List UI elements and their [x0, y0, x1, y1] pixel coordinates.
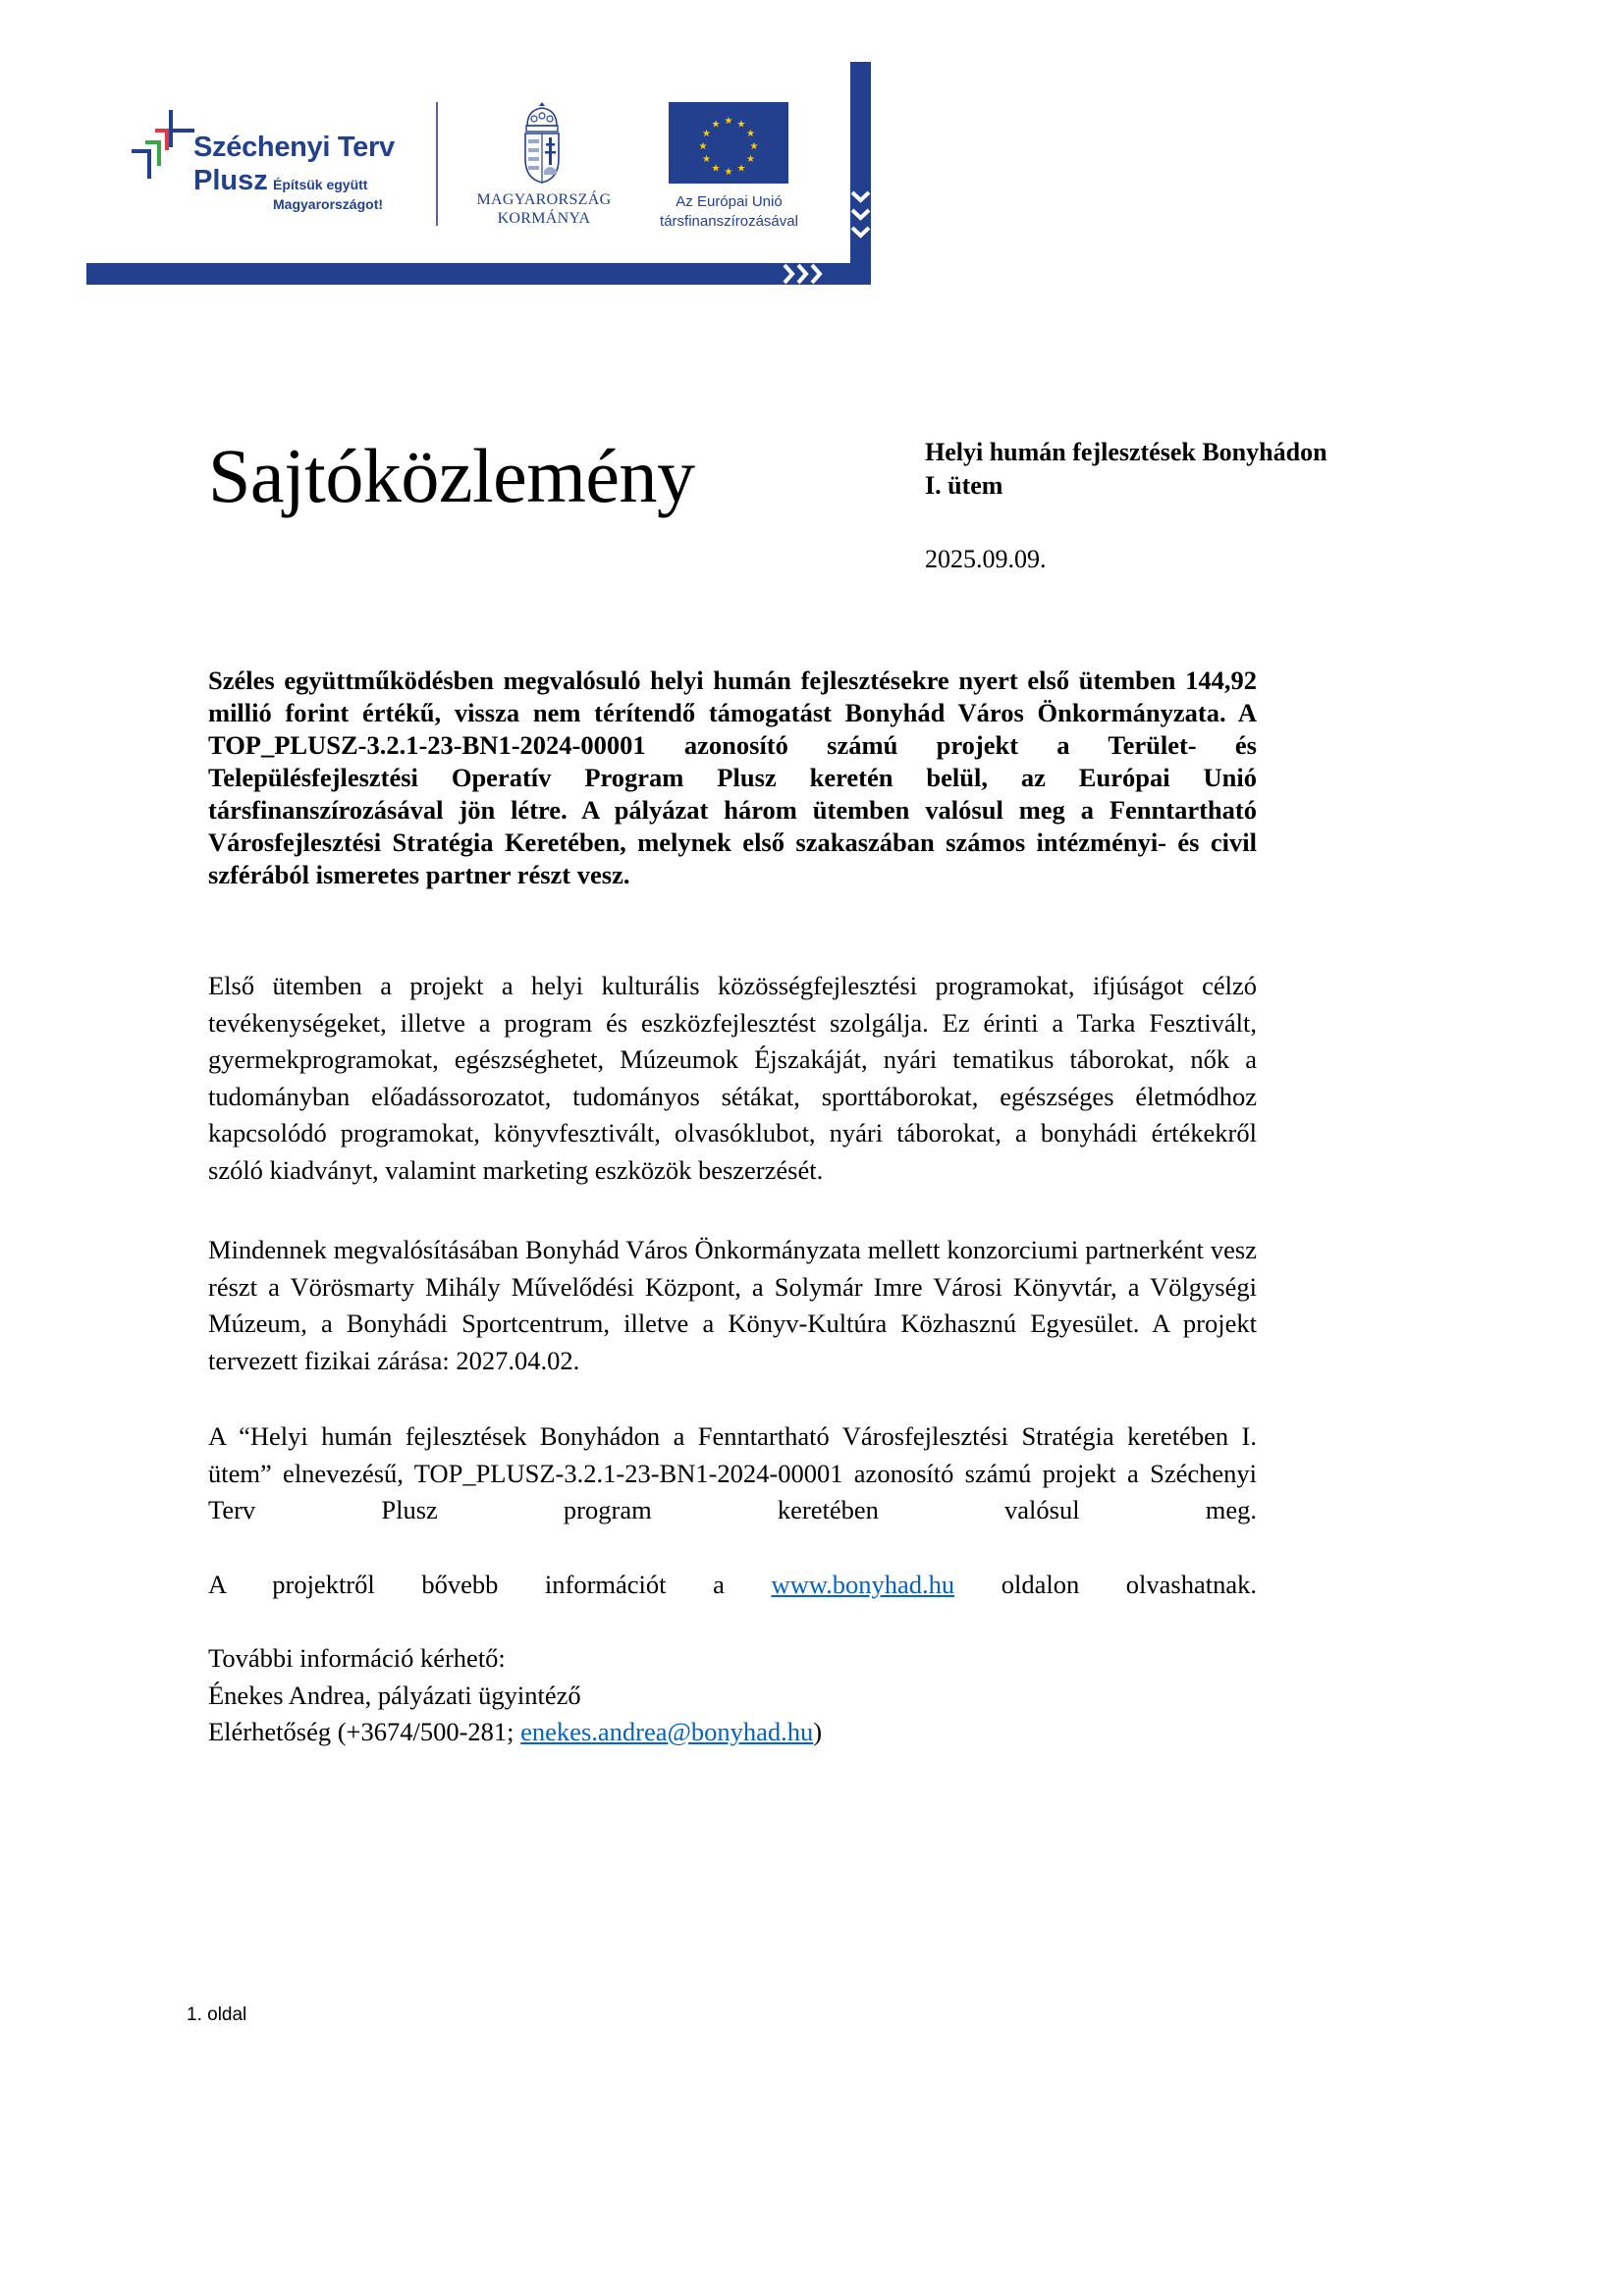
government-logo-text — [471, 190, 617, 228]
szechenyi-logo-title: Széchenyi Terv — [193, 132, 395, 163]
website-link[interactable]: www.bonyhad.hu — [771, 1570, 955, 1599]
svg-text:★: ★ — [746, 154, 755, 165]
svg-text:★: ★ — [749, 141, 759, 152]
subtitle-line-2: I. ütem — [925, 471, 1003, 500]
hungarian-coat-of-arms-icon — [521, 100, 563, 185]
svg-text:★: ★ — [746, 129, 755, 139]
contact-phone: Elérhetőség (+3674/500-281; — [208, 1717, 521, 1746]
body-paragraph-4 — [208, 1567, 1257, 1604]
eu-line-2: társfinanszírozásával — [660, 213, 798, 230]
document-date: 2025.09.09. — [925, 545, 1047, 573]
body-paragraph-2: Mindennek megvalósításában Bonyhád Város Önkormányzata mellett konzorciumi partnerként vesz részt a Vörösmarty Mihály Művelődési Központ, a Solymár Imre Városi Könyvtár, a Völgységi Múzeum, a Bonyhádi Sportcentrum, illetve a Könyv-Kultúra Közhasznú Egyesület. A projekt tervezett fizikai zárása: 2027.04.02. — [208, 1235, 1257, 1375]
contact-details — [208, 1714, 1257, 1751]
tagline-line-2: Magyarországot! — [273, 196, 384, 212]
contact-suffix: ) — [813, 1717, 823, 1746]
government-line-1: MAGYARORSZÁG — [476, 191, 612, 208]
svg-text:★: ★ — [711, 163, 721, 175]
contact-name: Énekes Andrea, pályázati ügyintéző — [208, 1680, 581, 1710]
svg-text:★: ★ — [736, 163, 746, 175]
eu-logo-text — [643, 192, 815, 232]
paragraph-4-text-after: oldalon olvashatnak. — [954, 1570, 1258, 1599]
szechenyi-cross-logo-icon — [128, 108, 196, 182]
svg-text:★: ★ — [702, 129, 711, 139]
subtitle-line-1: Helyi humán fejlesztések Bonyhádon — [925, 438, 1327, 466]
document-title: Sajtóközlemény — [208, 433, 695, 518]
szechenyi-logo-tagline — [273, 175, 401, 214]
body-paragraph-1: Első ütemben a projekt a helyi kulturális közösségfejlesztési programokat, ifjúságot célzó tevékenységeket, illetve a program és eszközfejlesztést szolgálja. Ez érinti a Tarka Fesztivált, gyermekprogramokat, egészséghetet, Múzeumok Éjszakáját, nyári tematikus táborokat, nők a tudományban előadássorozatot, tudományos sétákat, sporttáborokat, egészséges életmódhoz kapcsolódó programokat, könyvfesztivált, olvasóklubot, nyári táborokat, a bonyhádi értékekről szóló kiadványt, valamint marketing eszközök beszerzését. — [208, 971, 1257, 1185]
svg-text:★: ★ — [698, 141, 708, 152]
chevron-down-decoration-icon — [850, 187, 871, 255]
paragraph-4-text-before: A projektről bővebb információt a — [208, 1570, 772, 1599]
contact-email-link[interactable]: enekes.andrea@bonyhad.hu — [520, 1717, 814, 1746]
szechenyi-logo-plusz: Plusz — [193, 165, 268, 196]
svg-text:★: ★ — [736, 119, 746, 131]
page-number: 1. oldal — [187, 2004, 247, 2025]
eu-flag — [669, 102, 788, 184]
body-paragraph-3: A “Helyi humán fejlesztések Bonyhádon a Fenntartható Városfejlesztési Stratégia keretében I. ütem” elnevezésű, TOP_PLUSZ-3.2.1-23-BN1-2024-00001 azonosító számú projekt a Széchenyi Terv Plusz program keretében valósul meg. — [208, 1421, 1257, 1524]
logo-separator — [436, 102, 438, 226]
chevron-right-decoration-icon — [781, 263, 839, 285]
svg-text:★: ★ — [702, 154, 711, 165]
document-subtitle — [925, 436, 1435, 503]
contact-block — [208, 1640, 1257, 1751]
svg-text:★: ★ — [724, 116, 733, 127]
eu-stars-icon — [669, 102, 788, 184]
government-line-2: KORMÁNYA — [497, 210, 591, 227]
eu-line-1: Az Európai Unió — [676, 193, 783, 210]
svg-text:★: ★ — [711, 119, 721, 131]
svg-text:★: ★ — [724, 167, 733, 178]
lead-paragraph: Széles együttműködésben megvalósuló helyi humán fejlesztésekre nyert első ütemben 144,92 millió forint értékű, vissza nem térítendő támogatást Bonyhád Város Önkormányzata. A TOP_PLUSZ-3.2.1-23-BN1-2024-00001 azonosító számú projekt a Terület- és Településfejlesztési Operatív Program Plusz keretén belül, az Európai Unió társfinanszírozásával jön létre. A pályázat három ütemben valósul meg a Fenntartható Városfejlesztési Stratégia Keretében, melynek első szakaszában számos intézményi- és civil szférából ismeretes partner részt vesz. — [208, 666, 1257, 889]
header-horizontal-bar — [86, 263, 871, 285]
tagline-line-1: Építsük együtt — [273, 177, 368, 192]
contact-heading: További információ kérhető: — [208, 1643, 506, 1673]
